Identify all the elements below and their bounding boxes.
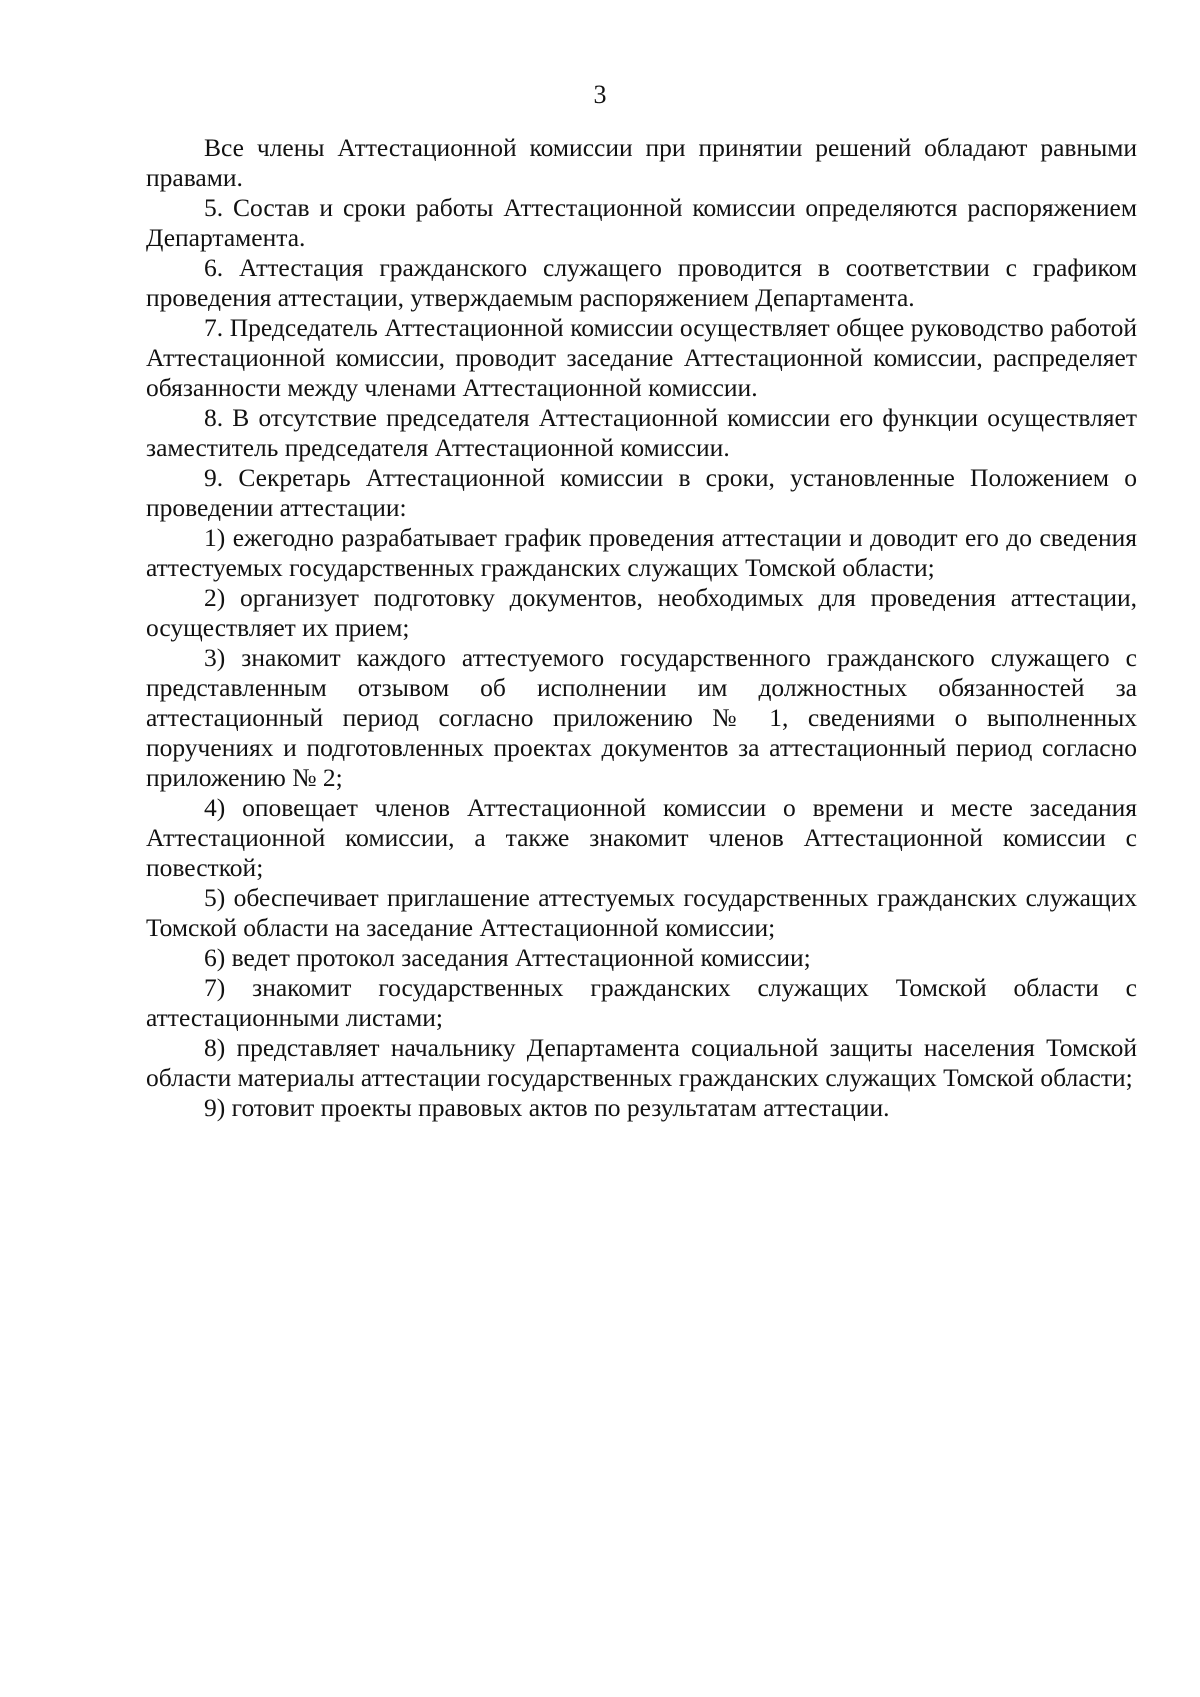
paragraph-item-5: 5. Состав и сроки работы Аттестационной комиссии определяются распоряжением Департамента.: [146, 193, 1137, 252]
page-number: 3: [593, 80, 607, 109]
subitem-6: 6) ведет протокол заседания Аттестационной комиссии;: [204, 943, 811, 972]
subitem-7: 7) знакомит государственных гражданских служащих Томской области с аттестационными листами;: [146, 973, 1137, 1032]
subitem-4: 4) оповещает членов Аттестационной комиссии о времени и месте заседания Аттестационной комиссии, а также знакомит членов Аттестационной комиссии с повесткой;: [146, 793, 1137, 882]
subitem-5: 5) обеспечивает приглашение аттестуемых государственных гражданских служащих Томской области на заседание Аттестационной комиссии;: [146, 883, 1137, 942]
document-body: [146, 133, 1137, 1123]
subitem-8: 8) представляет начальнику Департамента социальной защиты населения Томской области материалы аттестации государственных гражданских служащих Томской области;: [146, 1033, 1137, 1092]
paragraph-item-9: 9. Секретарь Аттестационной комиссии в сроки, установленные Положением о проведении аттестации:: [146, 463, 1137, 522]
paragraph-members-equal-rights: Все члены Аттестационной комиссии при принятии решений обладают равными правами.: [146, 133, 1137, 192]
subitem-9: 9) готовит проекты правовых актов по результатам аттестации.: [204, 1093, 890, 1122]
paragraph-item-7: 7. Председатель Аттестационной комиссии осуществляет общее руководство работой Аттестационной комиссии, проводит заседание Аттестационной комиссии, распределяет обязанности между членами Аттестационной комиссии.: [146, 313, 1137, 402]
subitem-2: 2) организует подготовку документов, необходимых для проведения аттестации, осуществляет их прием;: [146, 583, 1137, 642]
paragraph-item-6: 6. Аттестация гражданского служащего проводится в соответствии с графиком проведения аттестации, утверждаемым распоряжением Департамента.: [146, 253, 1137, 312]
subitem-3: 3) знакомит каждого аттестуемого государственного гражданского служащего с представленным отзывом об исполнении им должностных обязанностей за аттестационный период согласно приложению № 1, сведениями о выполненных поручениях и подготовленных проектах документов за аттестационный период согласно приложению № 2;: [146, 643, 1137, 792]
subitem-1: 1) ежегодно разрабатывает график проведения аттестации и доводит его до сведения аттестуемых государственных гражданских служащих Томской области;: [146, 523, 1137, 582]
paragraph-item-8: 8. В отсутствие председателя Аттестационной комиссии его функции осуществляет заместитель председателя Аттестационной комиссии.: [146, 403, 1137, 462]
